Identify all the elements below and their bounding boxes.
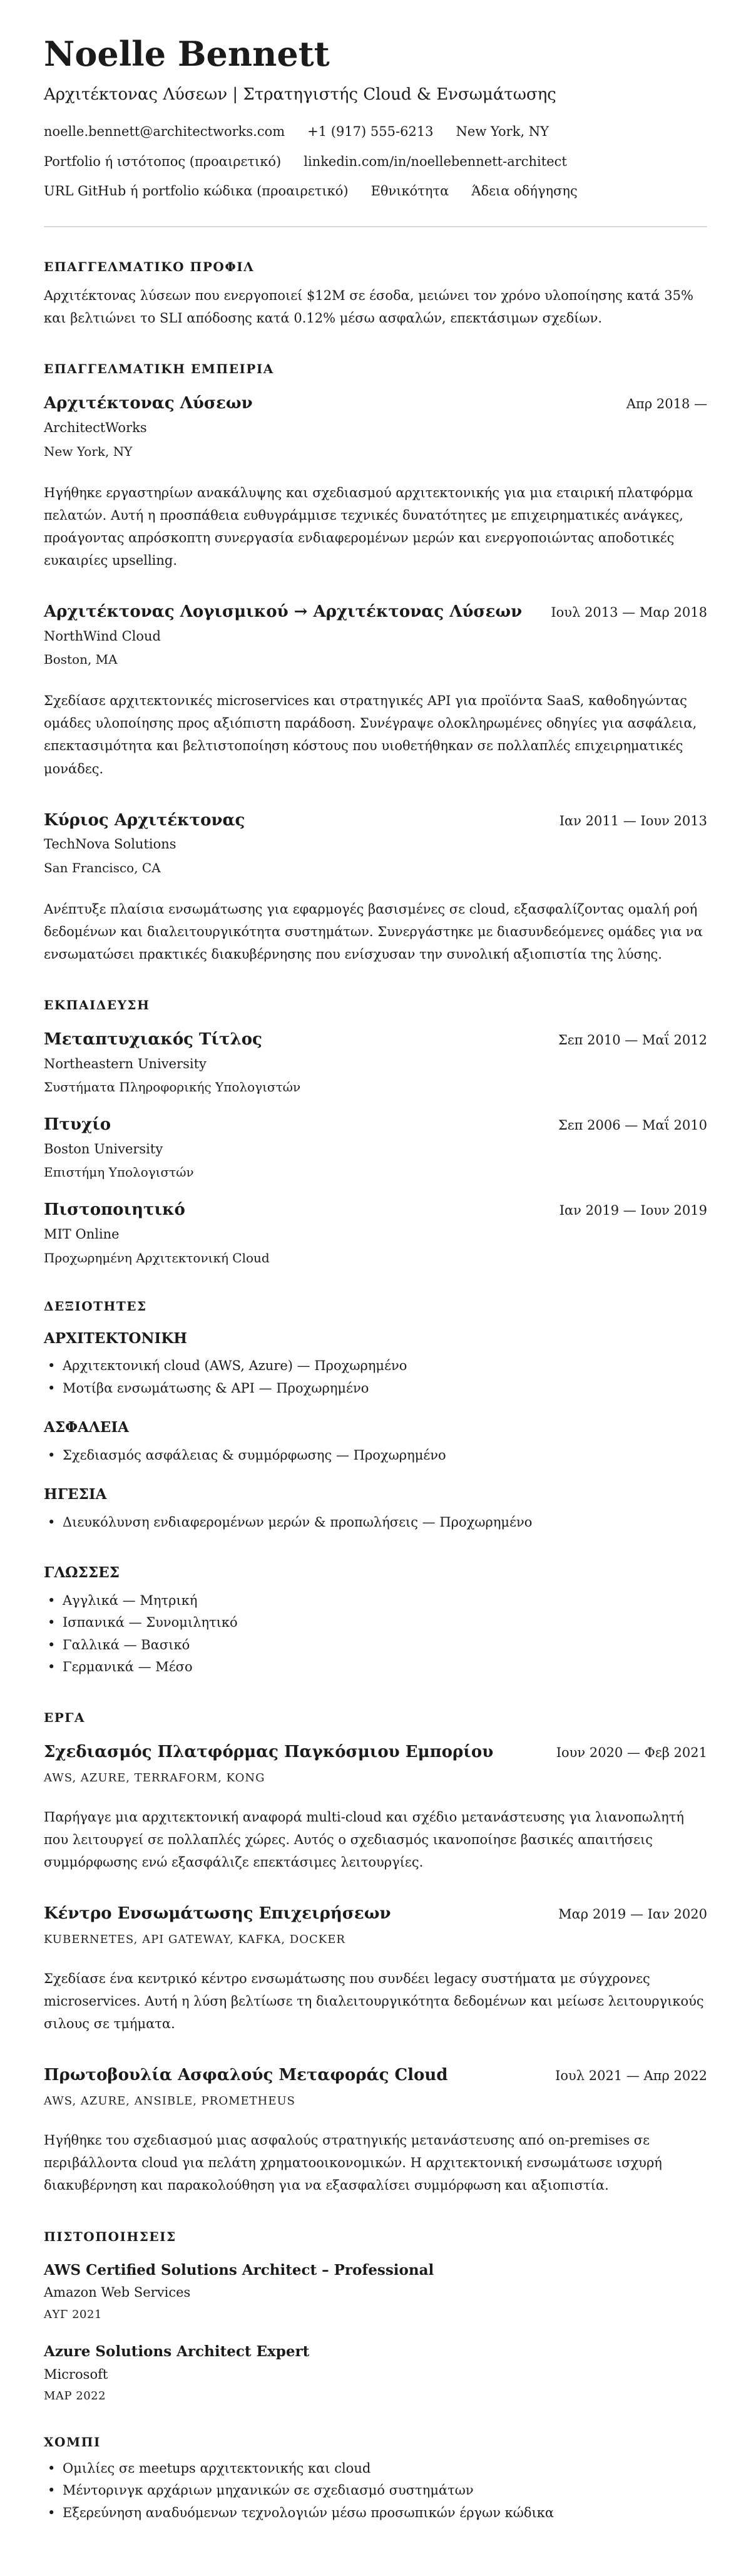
certification-date: ΑΥΓ 2021 [44,2307,102,2321]
education-entry [44,1115,707,1181]
certifications-section-label: ΠΙΣΤΟΠΟΙΗΣΕΙΣ [44,2228,176,2244]
project-description: Παρήγαγε μια αρχιτεκτονική αναφορά multi-cloud και σχέδιο μετανάστευσης για λιανοπωλητή που λειτουργεί σε πολλαπλές χώρες. Αυτός ο σχεδιασμός ικανοποίησε βασικές απαιτήσεις συμμόρφωσης ενώ εξασφάλιζε επεκτάσιμες λειτουργίες. [44,1809,684,1870]
driving-license-label: Άδεια οδήγησης [471,183,578,198]
project-title: Πρωτοβουλία Ασφαλούς Μεταφοράς Cloud [44,2066,448,2085]
certification-entry [44,2261,707,2321]
resume-header [44,33,707,200]
job-entry [44,810,707,966]
skills-section-label: ΔΕΞΙΟΤΗΤΕΣ [44,1298,147,1314]
job-company: TechNova Solutions [44,837,176,852]
job-entry-head [44,602,707,623]
nationality-label: Εθνικότητα [370,183,449,198]
education-dates: Σεπ 2006 — Μαΐ 2010 [558,1118,707,1133]
header-divider [44,226,707,227]
section-projects [44,1709,707,2197]
job-entry-head [44,810,707,832]
experience-section-label: ΕΠΑΓΓΕΛΜΑΤΙΚΗ ΕΜΠΕΙΡΙΑ [44,361,274,377]
field-of-study: Συστήματα Πληροφορικής Υπολογιστών [44,1079,301,1095]
skill-list-leadership [44,1512,707,1533]
certification-issuer: Amazon Web Services [44,2285,191,2300]
project-description: Ηγήθηκε του σχεδιασμού μιας ασφαλούς στρατηγικής μετανάστευσης από on-premises σε περιβάλλοντα cloud για πελάτη χρηματοοικονομικών. Η αρχιτεκτονική ενσωμάτωσε ισχυρή διακυβέρνηση και παρακολούθηση για να εξασφαλίσει συμμόρφωση και αξιοπιστία. [44,2133,662,2193]
job-description: Ηγήθηκε εργαστηρίων ανακάλυψης και σχεδιασμού αρχιτεκτονικής για μια εταιρική πλατφόρμα πελατών. Αυτή η προσπάθεια ευθυγράμμισε τεχνικές δυνατότητες με επιχειρηματικές ανάγκες, προάγοντας απρόσκοπτη συνεργασία ενδιαφερομένων μερών και ενεργοποιώντας αποδοτικές ευκαιρίες upselling. [44,485,693,568]
job-dates: Απρ 2018 — [626,396,707,412]
profile-section-label: ΕΠΑΓΓΕΛΜΑΤΙΚΟ ΠΡΟΦΙΛ [44,259,255,275]
school-name: Northeastern University [44,1056,207,1071]
job-description: Σχεδίασε αρχιτεκτονικές microservices και στρατηγικές API για προϊόντα SaaS, καθοδηγώντας ομάδες υλοποίησης προς αξιόπιστη παράδοση. Συνέγραψε ολοκληρωμένες οδηγίες για ασφάλεια, επεκτασιμότητα και βελτιστοποίηση κόστους που υιοθετήθηκαν σε πολλαπλές επιχειρηματικές μονάδες. [44,693,697,776]
phone-text: +1 (917) 555-6213 [307,124,434,140]
certification-name: AWS Certified Solutions Architect – Professional [44,2261,434,2279]
language-item: • Γερμανικά — Μέσο [44,1656,707,1678]
job-title: Αρχιτέκτονας Λύσεων [44,394,253,413]
language-list [44,1590,707,1678]
section-profile [44,259,707,329]
education-entry-head [44,1029,707,1051]
project-entry-head [44,1742,707,1763]
field-of-study: Προχωρημένη Αρχιτεκτονική Cloud [44,1250,270,1265]
project-tags: AWS, AZURE, ANSIBLE, PROMETHEUS [44,2094,296,2108]
degree-title: Μεταπτυχιακός Τίτλος [44,1030,262,1049]
skill-item: • Διευκόλυνση ενδιαφερομένων μερών & προπωλήσεις — Προχωρημένο [44,1512,707,1533]
project-entry [44,1742,707,1873]
hobbies-section-label: ΧΟΜΠΙ [44,2434,101,2450]
job-location: New York, NY [44,443,133,459]
school-name: Boston University [44,1141,163,1157]
job-title: Κύριος Αρχιτέκτονας [44,810,245,830]
skill-list-architecture [44,1355,707,1399]
hobby-item: • Ομιλίες σε meetups αρχιτεκτονικής και cloud [44,2458,707,2480]
job-entry [44,393,707,572]
project-tags: AWS, AZURE, TERRAFORM, KONG [44,1771,265,1785]
certification-issuer: Microsoft [44,2366,108,2382]
education-entry [44,1200,707,1266]
candidate-name: Noelle Bennett [44,34,330,74]
candidate-headline: Αρχιτέκτονας Λύσεων | Στρατηγιστής Cloud & Ενσωμάτωσης [44,85,556,105]
location-text: New York, NY [456,124,549,140]
job-entry-head [44,393,707,415]
languages-section-label: ΓΛΩΣΣΕΣ [44,1564,120,1582]
job-dates: Ιαν 2011 — Ιουν 2013 [559,813,707,828]
skill-group-leadership: ΗΓΕΣΙΑ [44,1486,107,1503]
education-entry-head [44,1115,707,1136]
education-section-label: ΕΚΠΑΙΔΕΥΣΗ [44,997,150,1013]
profile-summary: Αρχιτέκτονας λύσεων που ενεργοποιεί $12M σε έσοδα, μειώνει τον χρόνο υλοποίησης κατά 35% και βελτιώνει το SLI απόδοσης κατά 0.12% μέσω ασφαλών, επεκτάσιμων σχεδίων. [44,288,693,326]
portfolio-placeholder-text: Portfolio ή ιστότοπος (προαιρετικό) [44,153,282,169]
skill-item: • Αρχιτεκτονική cloud (AWS, Azure) — Προχωρημένο [44,1355,707,1377]
section-certifications [44,2228,707,2403]
job-location: San Francisco, CA [44,860,161,875]
certification-entry [44,2342,707,2403]
project-title: Σχεδιασμός Πλατφόρμας Παγκόσμιου Εμπορίου [44,1743,494,1762]
job-company: ArchitectWorks [44,420,147,436]
linkedin-text: linkedin.com/in/noellebennett-architect [304,153,567,169]
github-placeholder-text: URL GitHub ή portfolio κώδικα (προαιρετικό) [44,183,349,198]
project-entry [44,1904,707,2035]
skill-list-security [44,1445,707,1466]
section-skills [44,1298,707,1534]
hobby-list [44,2458,707,2524]
project-dates: Μαρ 2019 — Ιαν 2020 [558,1907,707,1922]
school-name: MIT Online [44,1227,120,1242]
job-title: Αρχιτέκτονας Λογισμικού → Αρχιτέκτονας Λύσεων [44,602,523,622]
degree-title: Πιστοποιητικό [44,1200,185,1220]
skill-item: • Σχεδιασμός ασφάλειας & συμμόρφωσης — Προχωρημένο [44,1445,707,1466]
certification-date: ΜΑΡ 2022 [44,2389,106,2403]
project-title: Κέντρο Ενσωμάτωσης Επιχειρήσεων [44,1904,391,1924]
project-description: Σχεδίασε ένα κεντρικό κέντρο ενσωμάτωσης που συνδέει legacy συστήματα με σύγχρονες microservices. Αυτή η λύση βελτίωσε τη διαλειτουργικότητα δεδομένων και μείωσε λειτουργικούς σιλους σε τμήματα. [44,1971,704,2032]
certification-name: Azure Solutions Architect Expert [44,2342,310,2360]
section-education [44,997,707,1266]
contact-row-2 [44,153,707,170]
field-of-study: Επιστήμη Υπολογιστών [44,1165,194,1180]
section-experience [44,361,707,966]
skill-group-security: ΑΣΦΑΛΕΙΑ [44,1418,129,1436]
education-entry-head [44,1200,707,1221]
project-entry [44,2065,707,2197]
degree-title: Πτυχίο [44,1115,111,1135]
hobby-item: • Εξερεύνηση αναδυόμενων τεχνολογιών μέσω προσωπικών έργων κώδικα [44,2502,707,2524]
hobby-item: • Μέντορινγκ αρχάριων μηχανικών σε σχεδιασμό συστημάτων [44,2480,707,2501]
job-dates: Ιουλ 2013 — Μαρ 2018 [551,605,707,621]
project-entry-head [44,2065,707,2086]
language-item: • Γαλλικά — Βασικό [44,1634,707,1656]
language-item: • Ισπανικά — Συνομιλητικό [44,1612,707,1634]
project-entry-head [44,1904,707,1925]
project-dates: Ιουλ 2021 — Απρ 2022 [555,2068,707,2084]
section-hobbies [44,2434,707,2524]
email-text: noelle.bennett@architectworks.com [44,124,285,140]
project-dates: Ιουν 2020 — Φεβ 2021 [556,1745,707,1761]
job-location: Boston, MA [44,652,118,667]
education-dates: Ιαν 2019 — Ιουν 2019 [559,1203,707,1218]
skill-group-architecture: ΑΡΧΙΤΕΚΤΟΝΙΚΗ [44,1329,188,1347]
contact-row-1 [44,123,707,140]
education-dates: Σεπ 2010 — Μαΐ 2012 [558,1033,707,1048]
projects-section-label: ΕΡΓΑ [44,1710,85,1726]
language-item: • Αγγλικά — Μητρική [44,1590,707,1612]
job-description: Ανέπτυξε πλαίσια ενσωμάτωσης για εφαρμογές βασισμένες σε cloud, εξασφαλίζοντας ομαλή ροή δεδομένων και διαλειτουργικότητα συστημάτων. Συνεργάστηκε με διασυνδεόμενες ομάδες για να ενσωματώσει πρακτικές διακυβέρνησης που ενίσχυσαν την συνολική αξιοπιστία της λύσης. [44,901,703,962]
project-tags: KUBERNETES, API GATEWAY, KAFKA, DOCKER [44,1933,345,1947]
job-entry [44,602,707,780]
job-company: NorthWind Cloud [44,628,161,644]
section-languages [44,1564,707,1678]
contact-row-3 [44,182,707,200]
education-entry [44,1029,707,1096]
skill-item: • Μοτίβα ενσωμάτωσης & API — Προχωρημένο [44,1378,707,1399]
